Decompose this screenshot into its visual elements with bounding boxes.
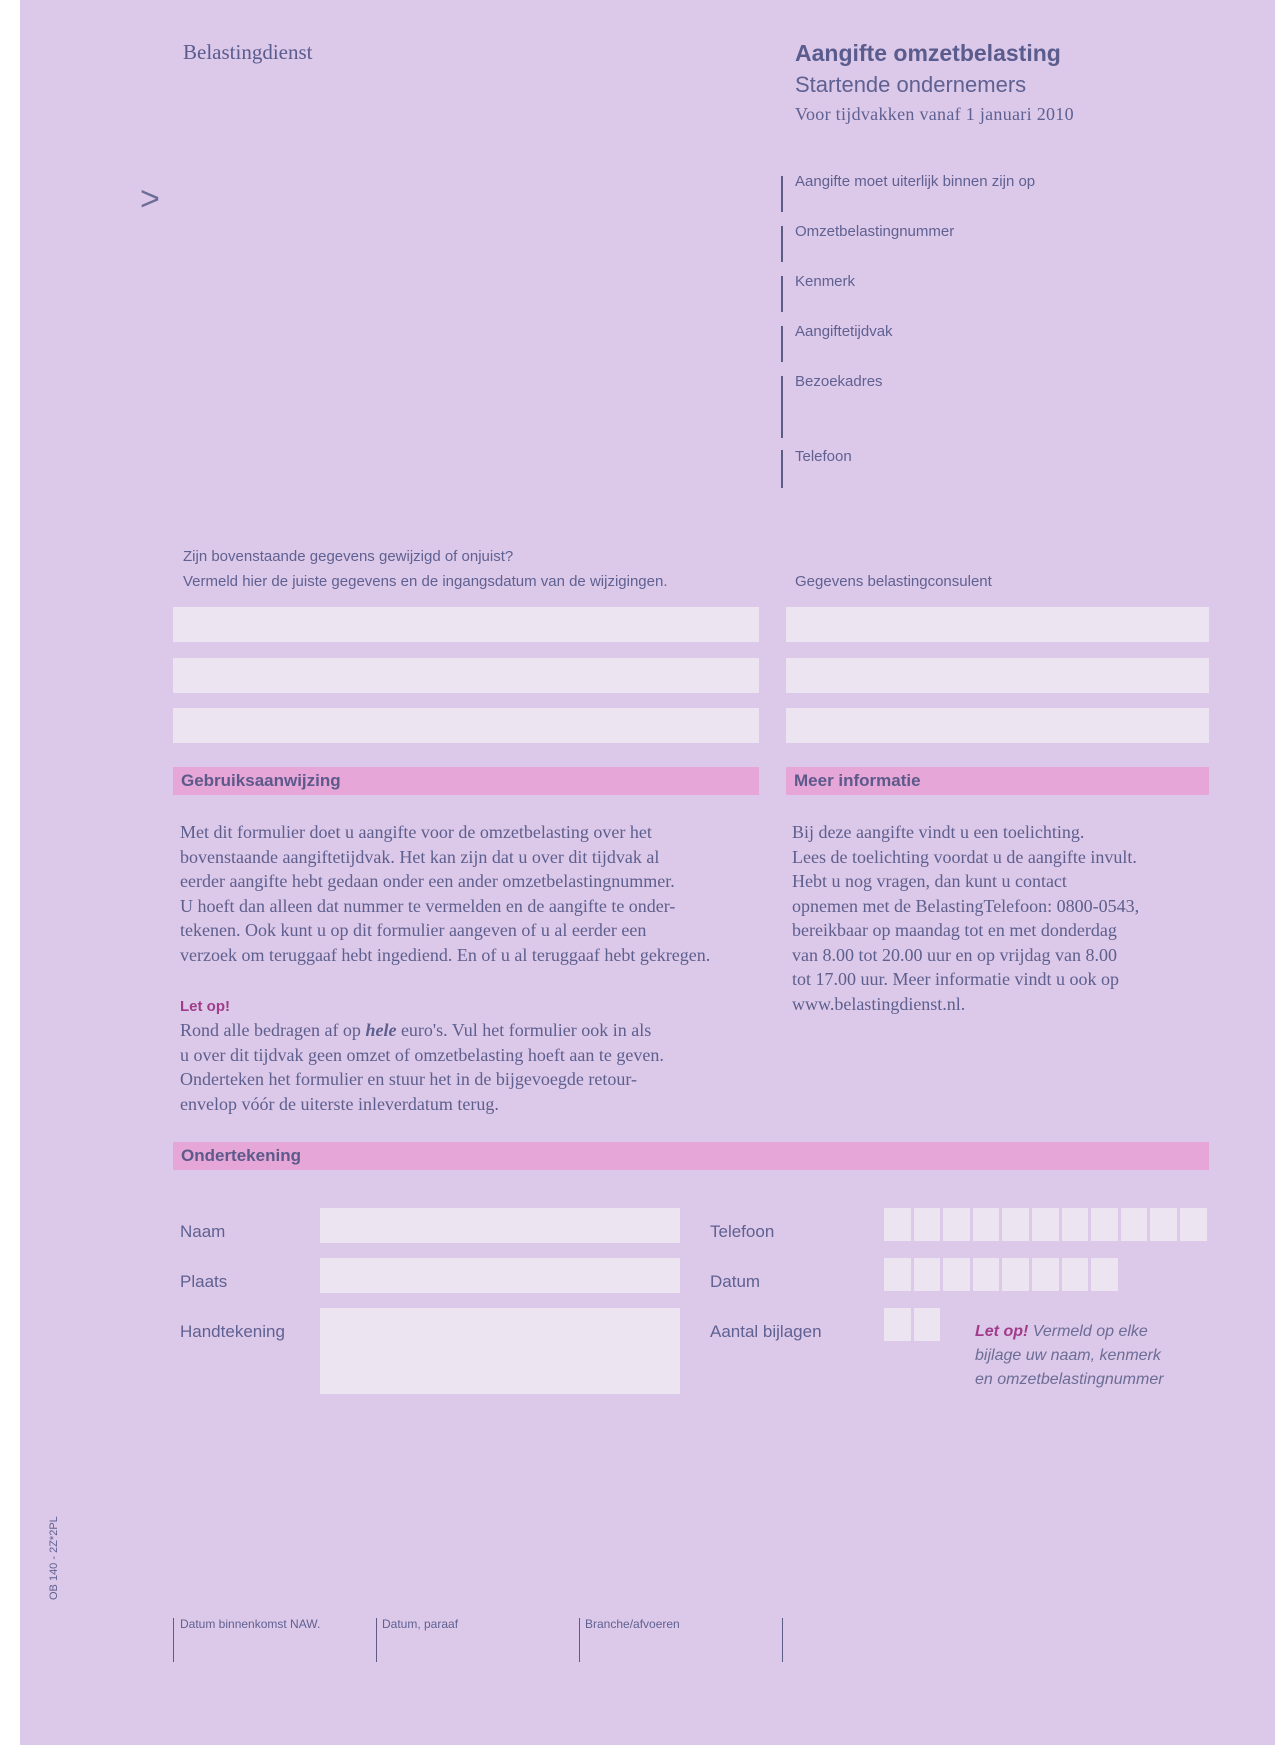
more-info-line: tot 17.00 uur. Meer informatie vindt u ook op [792, 969, 1119, 989]
usage-paragraph [180, 820, 770, 967]
form-period: Voor tijdvakken vanaf 1 januari 2010 [795, 104, 1074, 124]
address-arrow-icon: > [140, 180, 160, 218]
digit-box[interactable] [973, 1258, 1000, 1291]
date-label: Datum [710, 1272, 761, 1291]
info-rule [781, 450, 783, 488]
digit-box[interactable] [884, 1308, 911, 1341]
phone-digit-boxes[interactable] [884, 1208, 1207, 1241]
digit-box[interactable] [973, 1208, 1000, 1241]
office-rule [579, 1618, 580, 1662]
digit-box[interactable] [1091, 1258, 1118, 1291]
digit-box[interactable] [943, 1258, 970, 1291]
digit-box[interactable] [1032, 1208, 1059, 1241]
date-digit-boxes[interactable] [884, 1258, 1118, 1291]
digit-box[interactable] [1062, 1258, 1089, 1291]
consultant-field-2[interactable] [786, 658, 1209, 693]
changes-instruction: Vermeld hier de juiste gegevens en de ingangsdatum van de wijzigingen. [183, 573, 668, 590]
letop-text: Rond alle bedragen af op [180, 1020, 366, 1040]
attachments-label: Aantal bijlagen [710, 1322, 822, 1341]
vat-number-label: Omzetbelastingnummer [795, 223, 955, 240]
letop-text: euro's. Vul het formulier ook in als [396, 1020, 652, 1040]
note-line [975, 1320, 1205, 1344]
usage-line: verzoek om teruggaaf hebt ingediend. En of u al teruggaaf hebt gekregen. [180, 944, 711, 965]
consultant-label: Gegevens belastingconsulent [795, 573, 992, 590]
note-line: en omzetbelastingnummer [975, 1371, 1164, 1388]
office-rule [782, 1618, 783, 1662]
letop-line: Onderteken het formulier en stuur het in de bijgevoegde retour- [180, 1069, 637, 1089]
visit-address-label: Bezoekadres [795, 373, 883, 390]
changes-question: Zijn bovenstaande gegevens gewijzigd of onjuist? [183, 548, 514, 565]
info-rule [781, 326, 783, 362]
note-letop: Let op! [975, 1323, 1029, 1340]
digit-box[interactable] [943, 1208, 970, 1241]
office-received-date: Datum binnenkomst NAW. [180, 1617, 321, 1631]
office-date-initials: Datum, paraaf [382, 1617, 459, 1631]
brand-name: Belastingdienst [183, 40, 313, 64]
usage-line: tekenen. Ook kunt u op dit formulier aangeven of u al eerder een [180, 920, 647, 940]
more-info-line: opnemen met de BelastingTelefoon: 0800-0543, [792, 895, 1140, 916]
period-label: Aangiftetijdvak [795, 323, 893, 340]
place-label: Plaats [180, 1272, 228, 1291]
consultant-field-3[interactable] [786, 708, 1209, 743]
form-subtitle: Startende ondernemers [795, 72, 1027, 97]
more-info-line: van 8.00 tot 20.00 uur en op vrijdag van 8.00 [792, 944, 1117, 965]
more-info-line: Bij deze aangifte vindt u een toelichting. [792, 822, 1085, 842]
digit-box[interactable] [1150, 1208, 1177, 1241]
digit-box[interactable] [1002, 1258, 1029, 1291]
attachments-digit-boxes[interactable] [884, 1308, 940, 1341]
signature-label: Handtekening [180, 1322, 285, 1341]
digit-box[interactable] [1062, 1208, 1089, 1241]
place-field[interactable] [320, 1258, 680, 1293]
changes-field-3[interactable] [173, 708, 759, 743]
digit-box[interactable] [1180, 1208, 1207, 1241]
letop-line: u over dit tijdvak geen omzet of omzetbelasting hoeft aan te geven. [180, 1044, 664, 1065]
info-rule [781, 176, 783, 212]
more-info-heading: Meer informatie [786, 767, 1209, 795]
info-rule [781, 276, 783, 312]
office-rule [173, 1618, 174, 1662]
letop-label: Let op! [180, 998, 230, 1015]
more-info-line: Hebt u nog vragen, dan kunt u contact [792, 871, 1067, 891]
info-rule [781, 376, 783, 438]
usage-line: eerder aangifte hebt gedaan onder een ander omzetbelastingnummer. [180, 871, 675, 891]
note-text: Vermeld op elke [1028, 1323, 1148, 1340]
consultant-field-1[interactable] [786, 607, 1209, 642]
more-info-line: Lees de toelichting voordat u de aangifte invult. [792, 846, 1137, 867]
letop-line [180, 1018, 770, 1043]
digit-box[interactable] [884, 1258, 911, 1291]
deadline-label: Aangifte moet uiterlijk binnen zijn op [795, 173, 1036, 190]
digit-box[interactable] [914, 1208, 941, 1241]
phone-label: Telefoon [710, 1222, 775, 1241]
info-rule [781, 226, 783, 262]
name-label: Naam [180, 1222, 226, 1241]
digit-box[interactable] [1091, 1208, 1118, 1241]
more-info-line: bereikbaar op maandag tot en met donderdag [792, 920, 1117, 940]
note-line: bijlage uw naam, kenmerk [975, 1347, 1161, 1364]
letop-paragraph [180, 1018, 770, 1116]
form-code: OB 140 - 2Z*2PL [48, 1516, 60, 1600]
office-rule [376, 1618, 377, 1662]
form-title: Aangifte omzetbelasting [795, 40, 1061, 66]
office-branch: Branche/afvoeren [585, 1617, 680, 1631]
letop-emphasis: hele [365, 1020, 397, 1040]
signature-heading: Ondertekening [173, 1142, 1209, 1170]
signature-field[interactable] [320, 1308, 680, 1394]
phone-info-label: Telefoon [795, 448, 852, 465]
name-field[interactable] [320, 1208, 680, 1243]
digit-box[interactable] [1121, 1208, 1148, 1241]
digit-box[interactable] [914, 1258, 941, 1291]
attachment-note [975, 1320, 1205, 1392]
changes-field-1[interactable] [173, 607, 759, 642]
usage-line: U hoeft dan alleen dat nummer te vermelden en de aangifte te onder- [180, 895, 676, 916]
more-info-paragraph [792, 820, 1212, 1016]
usage-line: bovenstaande aangiftetijdvak. Het kan zijn dat u over dit tijdvak al [180, 846, 660, 867]
digit-box[interactable] [914, 1308, 941, 1341]
changes-field-2[interactable] [173, 658, 759, 693]
usage-heading: Gebruiksaanwijzing [173, 767, 759, 795]
letop-line: envelop vóór de uiterste inleverdatum terug. [180, 1093, 499, 1114]
usage-line: Met dit formulier doet u aangifte voor de omzetbelasting over het [180, 822, 652, 842]
digit-box[interactable] [1002, 1208, 1029, 1241]
digit-box[interactable] [884, 1208, 911, 1241]
more-info-line: www.belastingdienst.nl. [792, 993, 966, 1014]
digit-box[interactable] [1032, 1258, 1059, 1291]
reference-label: Kenmerk [795, 273, 856, 290]
